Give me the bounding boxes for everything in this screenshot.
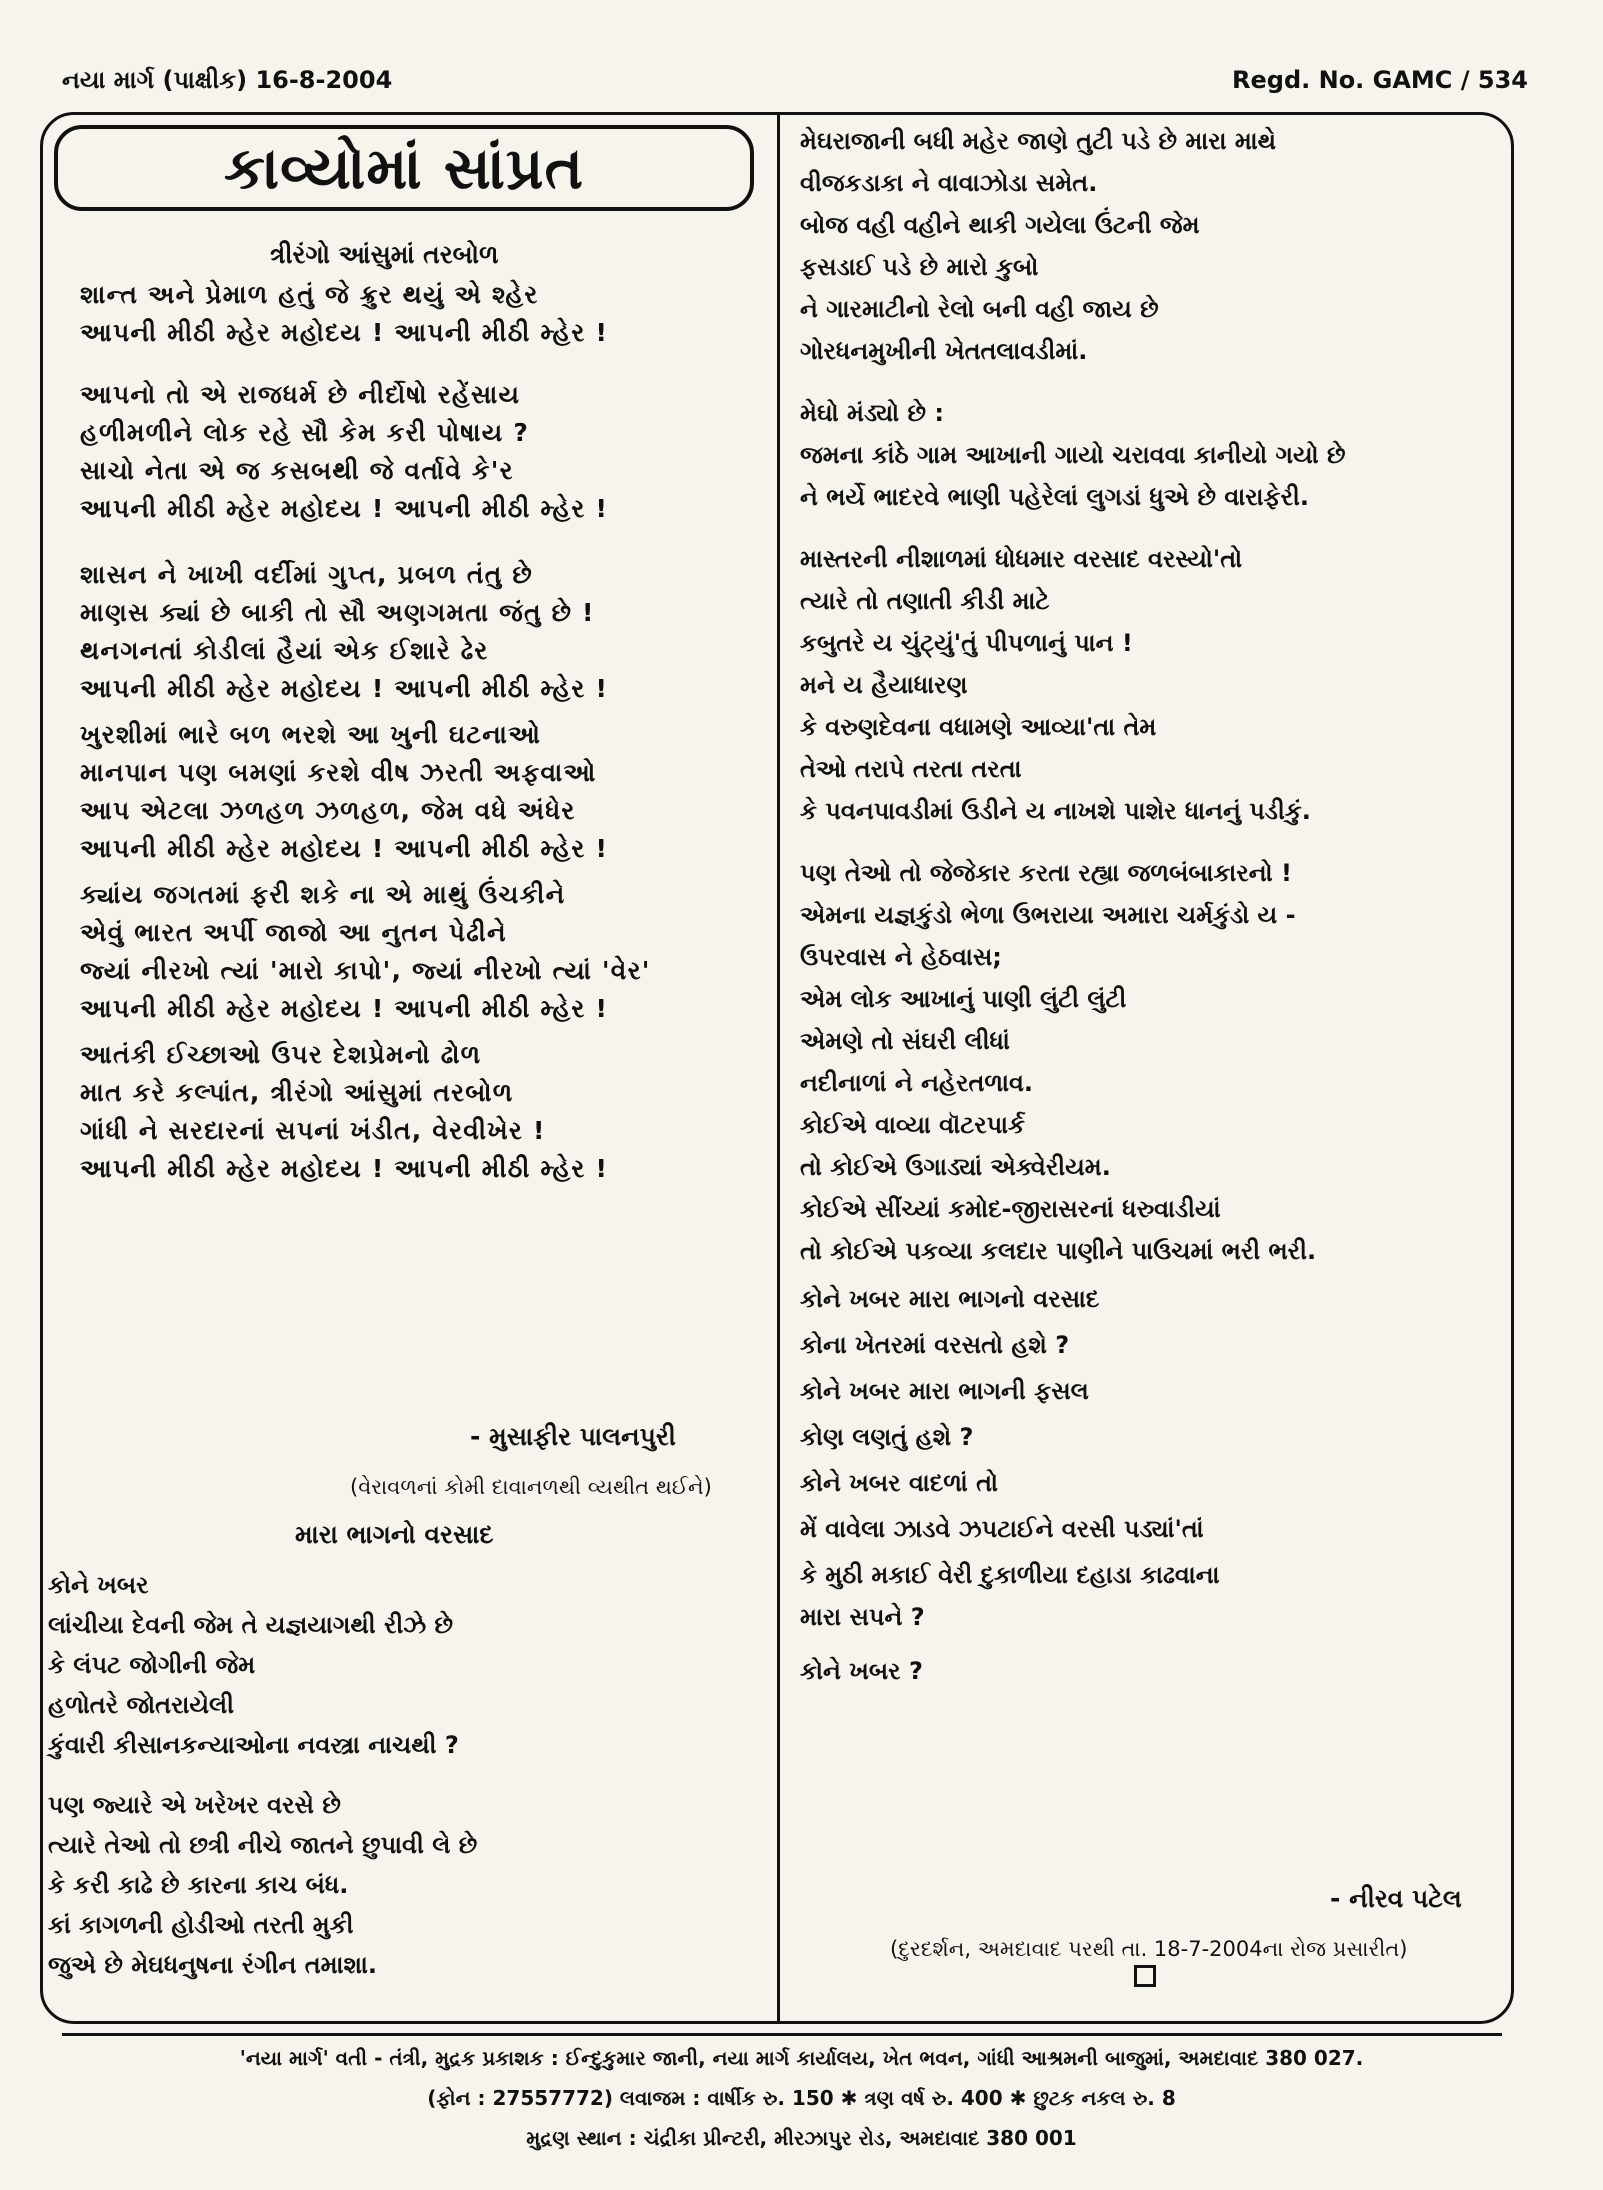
- poem-line: મેં વાવેલા ઝાડવે ઝપટાઈને વરસી પડ્યાં'તાં: [800, 1515, 1204, 1543]
- poem-line: એમણે તો સંઘરી લીધાં: [800, 1027, 1010, 1055]
- poem1-note: (વેરાવળનાં કોમી દાવાનળથી વ્યથીત થઈને): [350, 1475, 712, 1499]
- poem1-title: ત્રીરંગો આંસુમાં તરબોળ: [270, 240, 499, 269]
- footer-printer: મુદ્રણ સ્થાન : ચંદ્રીકા પ્રીન્ટરી, મીરઝાપુર રોડ, અમદાવાદ 380 001: [526, 2126, 1077, 2150]
- poem-line: કોને ખબર મારા ભાગનો વરસાદ: [800, 1285, 1100, 1313]
- poem-line: ત્યારે તો તણાતી કીડી માટે: [800, 587, 1050, 615]
- poem2-note: (દુરદર્શન, અમદાવાદ પરથી તા. 18-7-2004ના રોજ પ્રસારીત): [890, 1937, 1408, 1961]
- end-mark-square: [1134, 1965, 1156, 1987]
- poem2-author: - નીરવ પટેલ: [1330, 1884, 1462, 1913]
- poem-line: આપની મીઠી મ્હેર મહોદય ! આપની મીઠી મ્હેર !: [80, 674, 609, 703]
- poem-line: કે લંપટ જોગીની જેમ: [48, 1651, 256, 1679]
- poem-line: મને ય હૈયાધારણ: [800, 671, 968, 699]
- poem-line: આપની મીઠી મ્હેર મહોદય ! આપની મીઠી મ્હેર !: [80, 1154, 609, 1183]
- poem-line: આપની મીઠી મ્હેર મહોદય ! આપની મીઠી મ્હેર !: [80, 994, 609, 1023]
- poem-line: કબુતરે ય ચુંટ્યું'તું પીપળાનું પાન !: [800, 629, 1133, 657]
- poem-line: કુંવારી કીસાનકન્યાઓના નવસ્ત્રા નાચથી ?: [48, 1731, 459, 1759]
- poem-line: જુએ છે મેઘધનુષના રંગીન તમાશા.: [48, 1951, 377, 1979]
- poem-line: ને ગારમાટીનો રેલો બની વહી જાય છે: [800, 295, 1159, 323]
- poem-line: બોજ વહી વહીને થાકી ગયેલા ઉંટની જેમ: [800, 211, 1200, 239]
- poem-line: પણ જ્યારે એ ખરેખર વરસે છે: [48, 1791, 341, 1819]
- poem-line: નદીનાળાં ને નહેરતળાવ.: [800, 1069, 1034, 1097]
- poem-line: હળોતરે જોતરાયેલી: [48, 1691, 235, 1719]
- section-title: [54, 125, 754, 211]
- poem-line: કે કરી કાઢે છે કારના કાચ બંધ.: [48, 1871, 349, 1899]
- section-title-text: કાવ્યોમાં સાંપ્રત: [223, 133, 585, 202]
- poem-line: કોઈએ સીંચ્યાં કમોદ-જીરાસરનાં ધરુવાડીયાં: [800, 1195, 1221, 1223]
- column-divider: [777, 114, 780, 2022]
- poem-line: કોને ખબર: [48, 1571, 149, 1599]
- poem-line: આપની મીઠી મ્હેર મહોદય ! આપની મીઠી મ્હેર !: [80, 318, 609, 347]
- poem-line: લાંચીયા દેવની જેમ તે યજ્ઞયાગથી રીઝે છે: [48, 1611, 454, 1639]
- poem-line: વીજકડાકા ને વાવાઝોડા સમેત.: [800, 169, 1098, 197]
- poem-line: મેઘરાજાની બધી મહેર જાણે તુટી પડે છે મારા માથે: [800, 127, 1277, 155]
- poem-line: માસ્તરની નીશાળમાં ધોધમાર વરસાદ વરસ્યો'તો: [800, 545, 1243, 573]
- poem-line: પણ તેઓ તો જેજેકાર કરતા રહ્યા જળબંબાકારનો !: [800, 859, 1292, 887]
- poem-line: હળીમળીને લોક રહે સૌ કેમ કરી પોષાય ?: [80, 418, 530, 447]
- footer-subscription: (ફોન : 27557772) લવાજમ : વાર્ષીક રુ. 150 ✱ ત્રણ વર્ષ રુ. 400 ✱ છુટક નકલ રુ. 8: [427, 2086, 1176, 2110]
- poem-line: જ્યાં નીરખો ત્યાં 'મારો કાપો', જ્યાં નીરખો ત્યાં 'વેર': [80, 956, 651, 985]
- poem-line: ગોરધનમુખીની ખેતતલાવડીમાં.: [800, 337, 1088, 365]
- poem-line: સાચો નેતા એ જ કસબથી જે વર્તાવે કે'ર: [80, 456, 514, 485]
- poem-line: કોને ખબર મારા ભાગની ફસલ: [800, 1377, 1089, 1405]
- footer-rule: [62, 2033, 1502, 2036]
- poem-line: જમના કાંઠે ગામ આખાની ગાયો ચરાવવા કાનીયો ગયો છે: [800, 441, 1346, 469]
- registration-number: Regd. No. GAMC / 534: [1232, 66, 1528, 94]
- poem-line: તેઓ તરાપે તરતા તરતા: [800, 755, 1022, 783]
- poem-line: આપ એટલા ઝળહળ ઝળહળ, જેમ વધે અંધેર: [80, 796, 576, 825]
- poem-line: આપની મીઠી મ્હેર મહોદય ! આપની મીઠી મ્હેર !: [80, 494, 609, 523]
- poem-line: ને ભર્યે ભાદરવે ભાણી પહેરેલાં લુગડાં ધુએ છે વારાફેરી.: [800, 483, 1310, 511]
- poem-line: એમના યજ્ઞકુંડો ભેળા ઉભરાયા અમારા ચર્મકુંડો ય -: [800, 901, 1296, 929]
- poem-line: કોણ લણતું હશે ?: [800, 1423, 974, 1451]
- poem-line: કોને ખબર વાદળાં તો: [800, 1469, 999, 1497]
- poem-line: આપની મીઠી મ્હેર મહોદય ! આપની મીઠી મ્હેર !: [80, 834, 609, 863]
- poem-line: ઉપરવાસ ને હેઠવાસ;: [800, 943, 1002, 971]
- page-header: [62, 60, 1528, 100]
- poem-line: ગાંધી ને સરદારનાં સપનાં ખંડીત, વેરવીખેર !: [80, 1116, 546, 1145]
- poem-line: કોઈએ વાવ્યા વૉટરપાર્ક: [800, 1111, 1026, 1139]
- poem-line: શાસન ને ખાખી વર્દીમાં ગુપ્ત, પ્રબળ તંતુ છે: [80, 560, 533, 589]
- poem-line: તો કોઈએ ઉગાડ્યાં એક્વેરીયમ.: [800, 1153, 1111, 1181]
- footer-publisher: 'નયા માર્ગ' વતી - તંત્રી, મુદ્રક પ્રકાશક : ઈન્દુકુમાર જાની, નયા માર્ગ કાર્યાલય, ખેત ભવન, ગાંધી આશ્રમની બાજુમાં, અમદાવાદ 380 027.: [239, 2046, 1364, 2070]
- poem-line: એવું ભારત અર્પી જાજો આ નુતન પેઢીને: [80, 918, 507, 947]
- poem-line: મેઘો મંડ્યો છે :: [800, 399, 945, 427]
- poem-line: ફસડાઈ પડે છે મારો કુબો: [800, 253, 1039, 281]
- poem-line: મારા સપને ?: [800, 1603, 925, 1631]
- poem-line: ક્યાંય જગતમાં ફરી શકે ના એ માથું ઉંચકીને: [80, 880, 566, 909]
- poem-line: તો કોઈએ પકવ્યા કલદાર પાણીને પાઉચમાં ભરી ભરી.: [800, 1237, 1317, 1265]
- issue-info: નયા માર્ગ (પાક્ષીક) 16-8-2004: [62, 66, 393, 94]
- poem-line: ખુરશીમાં ભારે બળ ભરશે આ ખુની ઘટનાઓ: [80, 720, 542, 749]
- poem1-author: - મુસાફીર પાલનપુરી: [470, 1422, 676, 1451]
- poem-line: એમ લોક આખાનું પાણી લુંટી લુંટી: [800, 985, 1127, 1013]
- poem-line: માનપાન પણ બમણાં કરશે વીષ ઝરતી અફવાઓ: [80, 758, 597, 787]
- poem-line: આપનો તો એ રાજધર્મ છે નીર્દોષો રહેંસાય: [80, 380, 521, 409]
- poem-line: શાન્ત અને પ્રેમાળ હતું જે ક્રુર થયું એ શ્હેર: [80, 280, 539, 309]
- poem-line: આતંકી ઈચ્છાઓ ઉપર દેશપ્રેમનો ઢોળ: [80, 1040, 482, 1069]
- poem2-title: મારા ભાગનો વરસાદ: [295, 1520, 494, 1549]
- poem-line: કાં કાગળની હોડીઓ તરતી મુકી: [48, 1911, 354, 1939]
- poem-line: કે વરુણદેવના વધામણે આવ્યા'તા તેમ: [800, 713, 1157, 741]
- poem-line: થનગનતાં કોડીલાં હૈયાં એક ઈશારે ઢેર: [80, 636, 489, 665]
- poem-line: માત કરે કલ્પાંત, ત્રીરંગો આંસુમાં તરબોળ: [80, 1078, 514, 1107]
- poem-line: કોના ખેતરમાં વરસતો હશે ?: [800, 1331, 1070, 1359]
- poem-line: કોને ખબર ?: [800, 1657, 923, 1685]
- poem-line: કે મુઠી મકાઈ વેરી દુકાળીયા દહાડા કાઢવાના: [800, 1561, 1220, 1589]
- poem-line: ત્યારે તેઓ તો છત્રી નીચે જાતને છુપાવી લે છે: [48, 1831, 478, 1859]
- poem-line: કે પવનપાવડીમાં ઉડીને ય નાખશે પાશેર ધાનનું પડીકું.: [800, 797, 1311, 825]
- poem-line: માણસ ક્યાં છે બાકી તો સૌ અણગમતા જંતુ છે !: [80, 598, 595, 627]
